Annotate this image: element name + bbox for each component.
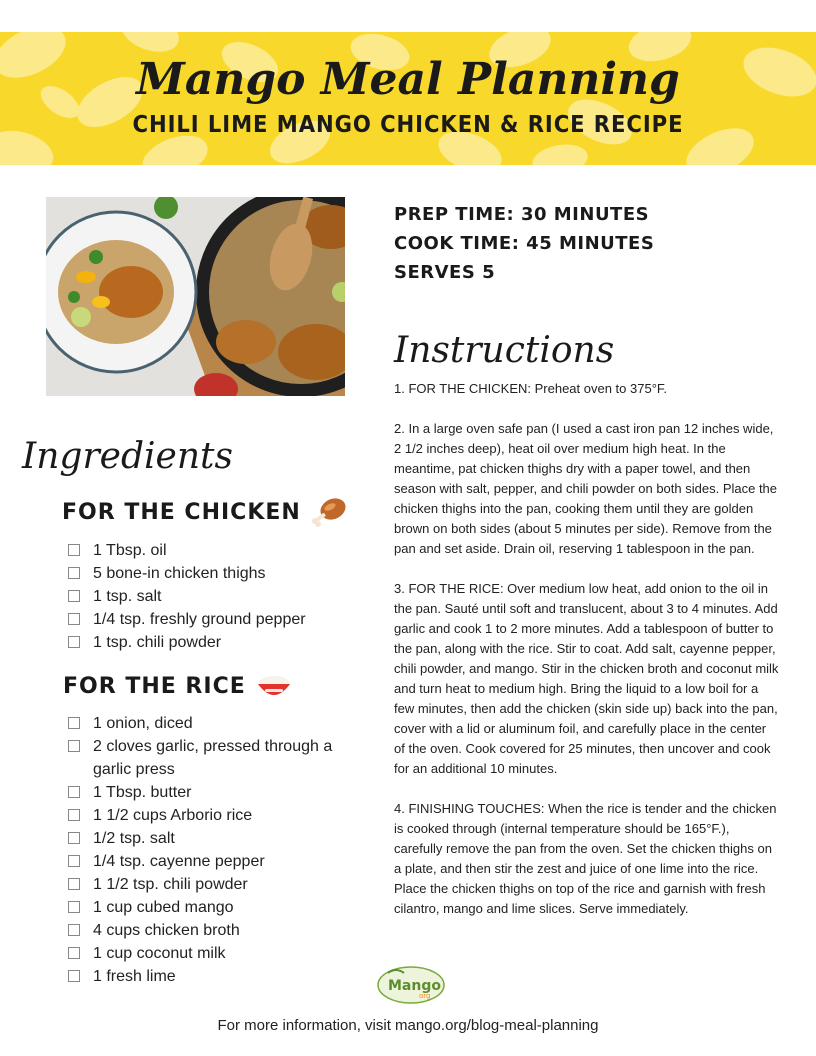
list-item xyxy=(68,827,348,850)
instructions-body xyxy=(394,379,779,939)
list-item xyxy=(68,585,348,608)
ingredient-label: 1 Tbsp. oil xyxy=(93,542,167,559)
ingredient-label: 1/2 tsp. salt xyxy=(93,830,175,847)
rice-ingredient-list xyxy=(68,712,348,988)
chicken-leg-icon xyxy=(311,497,347,527)
chicken-ingredient-list xyxy=(68,539,348,654)
ingredient-label: 1 tsp. chili powder xyxy=(93,634,222,651)
logo-suffix: org xyxy=(419,992,431,1000)
list-item xyxy=(68,712,348,735)
ingredient-label: 1 1/2 cups Arborio rice xyxy=(93,807,253,824)
ingredient-label: 1/4 tsp. cayenne pepper xyxy=(93,853,265,870)
ingredient-checkbox[interactable] xyxy=(68,740,80,752)
instruction-step: 4. FINISHING TOUCHES: When the rice is tender and the chicken is cooked through (internal temperature should be 165°F.), carefully remove the pan from the oven. Set the chicken thighs on a plate, and then stir the zest and juice of one lime into the rice. Place the chicken thighs on top of the rice and garnish with fresh cilantro, mango and lime slices. Serve immediately. xyxy=(394,801,777,916)
cook-time: COOK TIME: 45 MINUTES xyxy=(394,233,655,254)
ingredient-label: 1 cup coconut milk xyxy=(93,945,226,962)
rice-section-label: FOR THE RICE xyxy=(63,673,246,699)
list-item xyxy=(68,562,348,585)
prep-time: PREP TIME: 30 MINUTES xyxy=(394,204,650,225)
ingredient-checkbox[interactable] xyxy=(68,809,80,821)
ingredient-checkbox[interactable] xyxy=(68,590,80,602)
rice-bowl-icon xyxy=(256,672,292,700)
ingredient-checkbox[interactable] xyxy=(68,901,80,913)
ingredient-label: 2 cloves garlic, pressed through a garlic press xyxy=(93,738,333,778)
mango-org-logo xyxy=(376,965,446,1005)
ingredient-label: 1 cup cubed mango xyxy=(93,899,234,916)
ingredient-checkbox[interactable] xyxy=(68,970,80,982)
instruction-step: 2. In a large oven safe pan (I used a cast iron pan 12 inches wide, 2 1/2 inches deep), heat oil over medium high heat. In the meantime, pat chicken thighs dry with a paper towel, and then season with salt, pepper, and chili powder on both sides. Place the chicken thighs into the pan, cooking them until they are golden brown on both sides (about 5 minutes per side). Remove from the pan and set aside. Drain oil, reserving 1 tablespoon in the pan. xyxy=(394,421,778,556)
servings: SERVES 5 xyxy=(394,262,496,283)
instructions-heading: Instructions xyxy=(394,330,615,371)
ingredient-checkbox[interactable] xyxy=(68,567,80,579)
list-item xyxy=(68,631,348,654)
ingredient-label: 1 1/2 tsp. chili powder xyxy=(93,876,248,893)
recipe-photo xyxy=(46,197,345,396)
list-item xyxy=(68,735,348,781)
list-item xyxy=(68,850,348,873)
list-item xyxy=(68,965,348,988)
ingredient-checkbox[interactable] xyxy=(68,924,80,936)
footer-text: For more information, visit mango.org/blog-meal-planning xyxy=(217,1017,599,1034)
ingredient-label: 1 tsp. salt xyxy=(93,588,162,605)
ingredient-checkbox[interactable] xyxy=(68,613,80,625)
ingredient-label: 1 onion, diced xyxy=(93,715,193,732)
chicken-section-label: FOR THE CHICKEN xyxy=(62,499,301,525)
list-item xyxy=(68,873,348,896)
list-item xyxy=(68,896,348,919)
list-item xyxy=(68,781,348,804)
ingredient-checkbox[interactable] xyxy=(68,636,80,648)
chicken-section-heading xyxy=(62,497,347,527)
ingredient-label: 4 cups chicken broth xyxy=(93,922,240,939)
list-item xyxy=(68,942,348,965)
ingredient-label: 5 bone-in chicken thighs xyxy=(93,565,266,582)
ingredient-checkbox[interactable] xyxy=(68,786,80,798)
ingredient-checkbox[interactable] xyxy=(68,717,80,729)
header-banner xyxy=(0,32,816,165)
ingredient-checkbox[interactable] xyxy=(68,855,80,867)
list-item xyxy=(68,608,348,631)
ingredient-checkbox[interactable] xyxy=(68,878,80,890)
ingredient-label: 1 Tbsp. butter xyxy=(93,784,192,801)
logo-text: Mango xyxy=(388,978,441,994)
list-item xyxy=(68,539,348,562)
recipe-meta xyxy=(394,200,654,287)
ingredient-checkbox[interactable] xyxy=(68,832,80,844)
rice-section-heading xyxy=(63,672,292,700)
list-item xyxy=(68,919,348,942)
ingredient-checkbox[interactable] xyxy=(68,947,80,959)
list-item xyxy=(68,804,348,827)
ingredient-label: 1/4 tsp. freshly ground pepper xyxy=(93,611,306,628)
page-title: Mango Meal Planning xyxy=(136,54,680,105)
recipe-title: CHILI LIME MANGO CHICKEN & RICE RECIPE xyxy=(132,112,684,138)
ingredient-label: 1 fresh lime xyxy=(93,968,176,985)
ingredients-heading: Ingredients xyxy=(22,436,233,477)
instruction-step: 1. FOR THE CHICKEN: Preheat oven to 375°F. xyxy=(394,381,668,396)
ingredient-checkbox[interactable] xyxy=(68,544,80,556)
instruction-step: 3. FOR THE RICE: Over medium low heat, add onion to the oil in the pan. Sauté until soft and translucent, about 3 to 4 minutes. Add garlic and cook 1 to 2 more minutes. Add a tablespoon of butter to the pan, along with the rice. Stir to coat. Add salt, cayenne pepper, chili powder, and mango. Stir in the chicken broth and coconut milk and turn heat to medium high. Bring the liquid to a low boil for a few minutes, then add the chicken (skin side up) back into the pan, cover with a lid or aluminum foil, and carefully place in the center of the oven. Cook covered for 25 minutes, then uncover and cook for an additional 10 minutes. xyxy=(394,581,779,776)
